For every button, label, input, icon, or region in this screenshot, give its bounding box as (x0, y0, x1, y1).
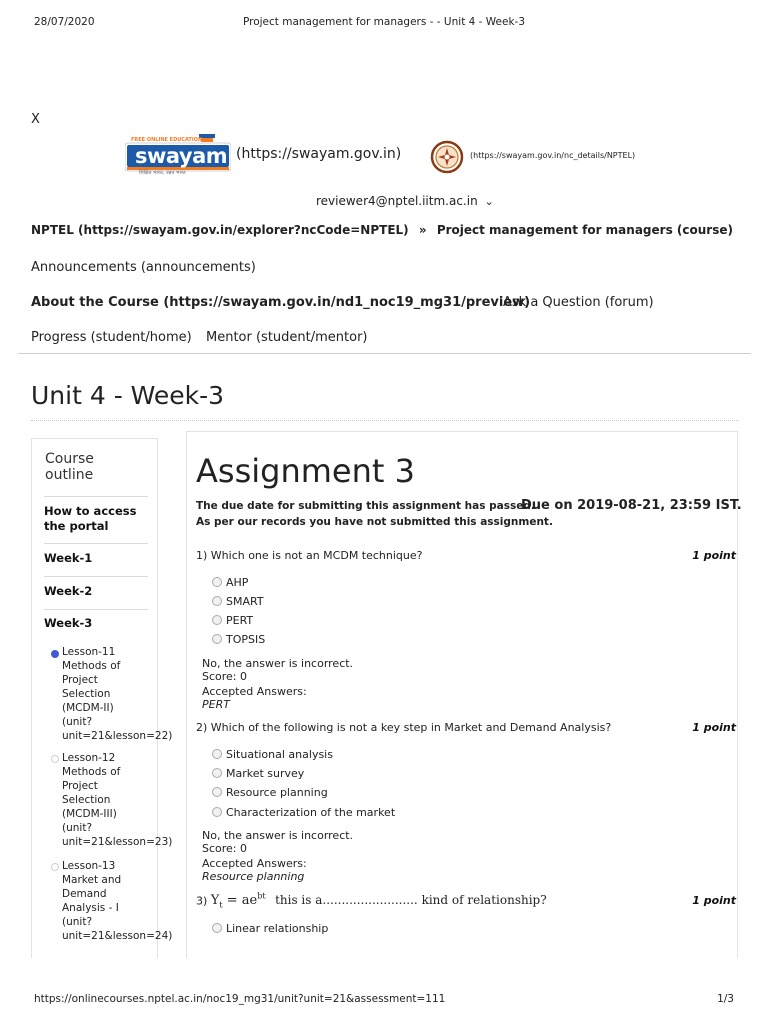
option-label: Characterization of the market (226, 806, 396, 819)
option-label: Situational analysis (226, 748, 333, 761)
q1-option-3[interactable] (212, 614, 253, 627)
lesson-line: unit=21&lesson=22) (62, 730, 173, 742)
close-button[interactable]: X (31, 112, 40, 127)
option-label: TOPSIS (226, 633, 266, 646)
lesson-line: Selection (62, 794, 111, 806)
lesson-dot-icon (51, 755, 59, 763)
lesson-dot-icon (51, 863, 59, 871)
lesson-line: Methods of (62, 660, 121, 672)
lesson-line: Demand (62, 888, 107, 900)
sidebar-lesson-13[interactable] (62, 859, 173, 943)
nav-about-course[interactable]: About the Course (https://swayam.gov.in/nd1_noc19_mg31/preview) (31, 295, 531, 310)
course-outline-heading (45, 451, 94, 483)
question-2-points: 1 point (692, 721, 736, 734)
nptel-link[interactable]: (https://swayam.gov.in/nc_details/NPTEL) (470, 151, 636, 160)
breadcrumb (31, 223, 733, 237)
question-1-text: 1) Which one is not an MCDM technique? (196, 549, 423, 562)
formula-body: = ae (222, 893, 258, 909)
q2-option-2[interactable] (212, 767, 304, 780)
swayam-link[interactable]: (https://swayam.gov.in) (236, 146, 402, 162)
sidebar-lesson-12[interactable] (62, 751, 173, 849)
breadcrumb-nptel-link[interactable]: NPTEL (https://swayam.gov.in/explorer?ncCode=NPTEL) (31, 223, 409, 237)
user-menu[interactable] (316, 194, 494, 208)
lesson-line: Lesson-13 (62, 860, 116, 872)
radio-icon[interactable] (212, 596, 222, 606)
question-1-feedback (202, 657, 353, 711)
lesson-line: (unit? (62, 916, 93, 928)
radio-icon[interactable] (212, 807, 222, 817)
how-line-1: How to access (44, 504, 137, 518)
nav-announcements[interactable]: Announcements (announcements) (31, 260, 256, 275)
breadcrumb-separator: » (418, 223, 427, 237)
question-2-text: 2) Which of the following is not a key step in Market and Demand Analysis? (196, 721, 612, 734)
option-label: AHP (226, 576, 249, 589)
swayam-tagline: FREE ONLINE EDUCATION (131, 137, 203, 143)
accepted-label: Accepted Answers: (202, 685, 307, 698)
lesson-line: (unit? (62, 822, 93, 834)
option-label: SMART (226, 595, 264, 608)
how-line-2: the portal (44, 519, 109, 533)
accepted-label: Accepted Answers: (202, 857, 307, 870)
option-label: Resource planning (226, 786, 328, 799)
sidebar-divider (44, 496, 148, 497)
q1-option-4[interactable] (212, 633, 265, 646)
lesson-line: Lesson-11 (62, 646, 116, 658)
lesson-line: Project (62, 780, 98, 792)
print-url: https://onlinecourses.nptel.ac.in/noc19_mg31/unit?unit=21&assessment=111 (34, 993, 446, 1005)
nav-divider (18, 353, 751, 354)
q2-option-3[interactable] (212, 786, 328, 799)
radio-icon[interactable] (212, 615, 222, 625)
radio-icon[interactable] (212, 634, 222, 644)
user-email: reviewer4@nptel.iitm.ac.in (316, 194, 478, 208)
outline-line-1: Course (45, 451, 94, 467)
option-label: Linear relationship (226, 922, 329, 935)
lesson-line: unit=21&lesson=23) (62, 836, 173, 848)
lesson-line: Lesson-12 (62, 752, 116, 764)
sidebar-item-how-to-access[interactable] (44, 504, 136, 534)
radio-icon[interactable] (212, 577, 222, 587)
print-date: 28/07/2020 (34, 16, 95, 28)
radio-icon[interactable] (212, 923, 222, 933)
lesson-line: Analysis - I (62, 902, 119, 914)
sidebar-item-week-3[interactable]: Week-3 (44, 616, 93, 630)
swayam-subline: शिक्षित भारत, उन्नत भारत (139, 170, 186, 176)
formula-superscript: bt (257, 892, 266, 901)
outline-line-2: outline (45, 467, 94, 483)
q2-option-1[interactable] (212, 748, 333, 761)
q1-option-2[interactable] (212, 595, 264, 608)
lesson-active-dot-icon (51, 650, 59, 658)
sidebar-divider (44, 576, 148, 577)
swayam-logo[interactable] (125, 134, 231, 180)
feedback-text: No, the answer is incorrect. (202, 657, 354, 670)
lesson-line: Market and (62, 874, 122, 886)
lesson-line: Project (62, 674, 98, 686)
print-page-number: 1/3 (717, 993, 734, 1005)
nav-mentor[interactable]: Mentor (student/mentor) (206, 330, 368, 345)
radio-icon[interactable] (212, 787, 222, 797)
course-outline-sidebar (31, 438, 173, 958)
nav-ask-question[interactable]: Ask a Question (forum) (503, 295, 654, 310)
breadcrumb-course-link[interactable]: Project management for managers (course) (436, 223, 733, 237)
sidebar-divider (44, 543, 148, 544)
accepted-answer: PERT (202, 698, 230, 711)
radio-icon[interactable] (212, 768, 222, 778)
not-submitted-notice: As per our records you have not submitted this assignment. (196, 516, 553, 528)
lesson-line: Methods of (62, 766, 121, 778)
nptel-logo-graphic (428, 140, 466, 174)
score-text: Score: 0 (202, 842, 248, 855)
sidebar-item-week-1[interactable]: Week-1 (44, 551, 93, 565)
question-3-text (196, 892, 547, 910)
lesson-line: unit=21&lesson=24) (62, 930, 173, 942)
due-passed-notice: The due date for submitting this assignment has passed. (196, 500, 535, 512)
lesson-line: Selection (62, 688, 111, 700)
due-date: Due on 2019-08-21, 23:59 IST. (521, 498, 742, 513)
radio-icon[interactable] (212, 749, 222, 759)
q1-option-1[interactable] (212, 576, 248, 589)
page-title: Unit 4 - Week-3 (31, 381, 225, 410)
formula-subscript: t (219, 900, 223, 910)
question-1-points: 1 point (692, 549, 736, 562)
score-text: Score: 0 (202, 670, 248, 683)
accepted-answer: Resource planning (202, 870, 305, 883)
question-number: 3) (196, 894, 208, 908)
lesson-line: (MCDM-III) (62, 808, 117, 820)
option-label: PERT (226, 614, 254, 627)
q2-option-4[interactable] (212, 806, 395, 819)
swayam-wordmark: swayam (135, 144, 228, 168)
title-divider (31, 420, 739, 421)
question-3-formula (211, 893, 266, 908)
sidebar-divider (44, 609, 148, 610)
option-label: Market survey (226, 767, 305, 780)
sidebar-lesson-11[interactable] (62, 645, 173, 743)
sidebar-item-week-2[interactable]: Week-2 (44, 584, 93, 598)
nptel-logo[interactable] (428, 140, 466, 174)
lesson-line: (MCDM-II) (62, 702, 114, 714)
feedback-text: No, the answer is incorrect. (202, 829, 354, 842)
question-3-body: this is a......................... kind of relationship? (275, 893, 547, 908)
question-3-points: 1 point (692, 894, 736, 907)
assignment-title: Assignment 3 (196, 452, 415, 490)
q3-option-1[interactable] (212, 922, 328, 935)
question-2-feedback (202, 829, 353, 883)
nav-progress[interactable]: Progress (student/home) (31, 330, 192, 345)
lesson-line: (unit? (62, 716, 93, 728)
formula-y: Y (210, 893, 220, 909)
print-title: Project management for managers - - Unit 4 - Week-3 (242, 16, 526, 28)
chevron-down-icon: ⌄ (484, 195, 494, 208)
